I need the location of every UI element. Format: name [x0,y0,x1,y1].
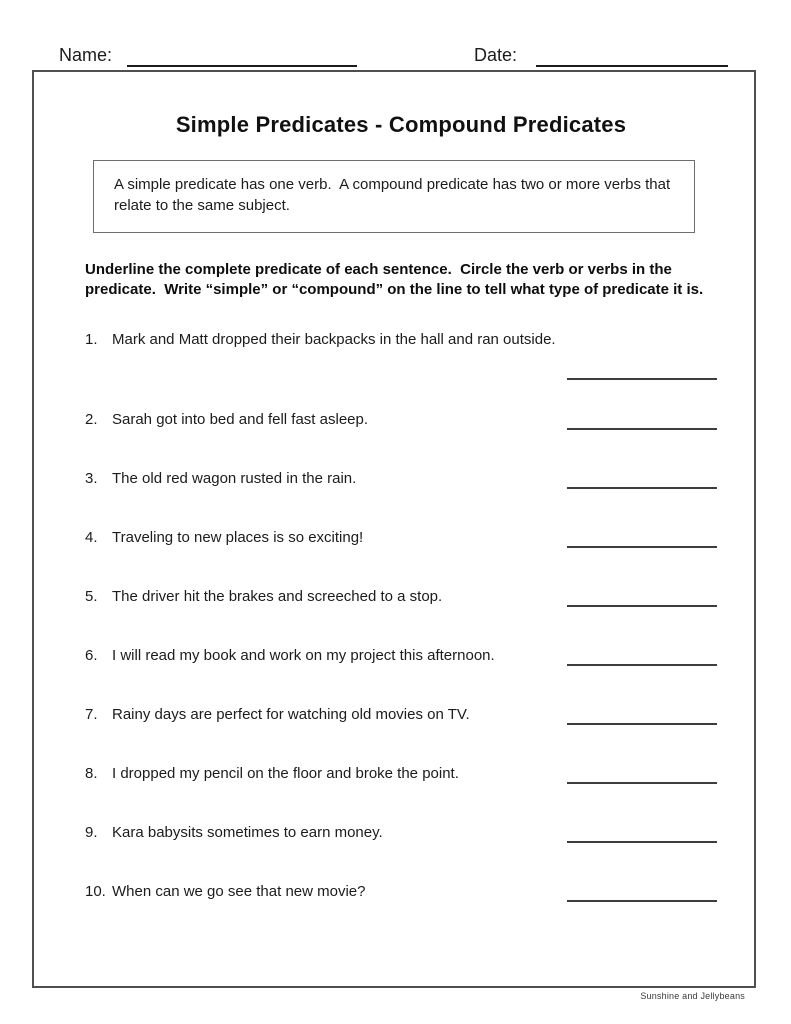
sentence [85,330,717,350]
worksheet-page [32,70,756,988]
name-blank-line[interactable] [127,65,357,67]
worksheet-item [85,469,717,489]
answer-blank[interactable] [567,827,717,843]
answer-blank[interactable] [567,650,717,666]
worksheet-item [85,410,717,430]
answer-blank[interactable] [567,414,717,430]
sentence [85,646,495,666]
answer-blank[interactable] [567,709,717,725]
item-number: 7. [85,706,98,723]
sentence [85,882,365,902]
name-label: Name: [59,45,113,65]
definition-box [93,160,695,233]
item-text: Rainy days are perfect for watching old movies on TV. [112,706,470,723]
sentence [85,410,368,430]
item-text: When can we go see that new movie? [112,883,366,900]
item-number: 5. [85,588,98,605]
item-number: 6. [85,647,98,664]
answer-blank[interactable] [567,768,717,784]
answer-blank[interactable] [567,532,717,548]
item-number: 1. [85,331,98,348]
answer-blank[interactable] [567,886,717,902]
sentence [85,528,363,548]
sentence [85,764,459,784]
instructions-text: Underline the complete predicate of each sentence. Circle the verb or verbs in the predicate. Write “simple” or “compound” on the line to tell what type of predicate it is. [85,261,704,298]
item-text: Kara babysits sometimes to earn money. [112,824,383,841]
item-number: 3. [85,470,98,487]
date-blank-line[interactable] [536,65,728,67]
answer-blank[interactable] [567,591,717,607]
worksheet-item [85,823,717,843]
footer-credit: Sunshine and Jellybeans [640,991,745,1001]
worksheet-item [85,882,717,902]
item-number: 8. [85,765,98,782]
page-title: Simple Predicates - Compound Predicates [175,112,627,137]
answer-blank[interactable] [567,473,717,489]
answer-blank[interactable] [567,378,717,380]
sentence [85,587,442,607]
worksheet-item [85,528,717,548]
item-text: Sarah got into bed and fell fast asleep. [112,411,369,428]
sentence [85,469,356,489]
item-number: 9. [85,824,98,841]
item-text: I will read my book and work on my project this afternoon. [112,647,495,664]
worksheet-item [85,705,717,725]
date-label: Date: [474,45,518,65]
worksheet-item [85,587,717,607]
worksheet-item [85,646,717,666]
item-number: 4. [85,529,98,546]
item-text: The driver hit the brakes and screeched to a stop. [112,588,443,605]
item-text: I dropped my pencil on the floor and broke the point. [112,765,459,782]
item-number: 10. [85,883,106,900]
item-number: 2. [85,411,98,428]
item-text: Mark and Matt dropped their backpacks in the hall and ran outside. [112,331,556,348]
sentence [85,705,470,725]
item-text: Traveling to new places is so exciting! [112,529,364,546]
sentence [85,823,383,843]
worksheet-item [85,330,717,380]
definition-text: A simple predicate has one verb. A compound predicate has two or more verbs that relate to the same subject. [114,176,675,214]
item-text: The old red wagon rusted in the rain. [112,470,357,487]
sentence-list [85,330,717,902]
worksheet-item [85,764,717,784]
